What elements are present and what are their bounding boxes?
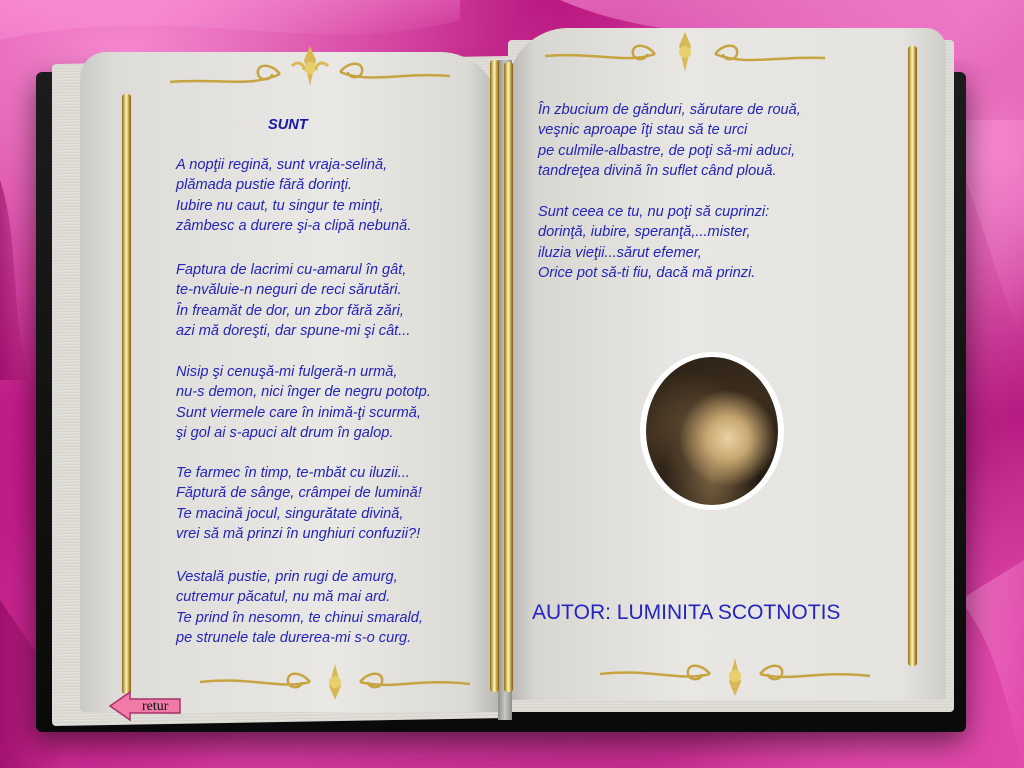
- stanza-3: Nisip şi cenuşă-mi fulgeră-n urmă, nu-s demon, nici înger de negru pototp. Sunt viermele care în inimă-ţi scurmă, şi gol ai s-apuci alt drum în galop.: [176, 364, 431, 442]
- stanza-2: Faptura de lacrimi cu-amarul în gât, te-nvăluie-n neguri de reci sărutări. În freamăt de dor, un zbor fără zări, azi mă doreşti, dar spune-mi şi cât...: [176, 262, 411, 340]
- author-label: AUTOR: LUMINITA SCOTNOTIS: [532, 601, 841, 624]
- ornament-bottom-left: [190, 660, 480, 710]
- gold-bar-left-inner: [490, 60, 499, 692]
- stanza-5: Vestală pustie, prin rugi de amurg, cutremur păcatul, nu mă mai ard. Te prind în nesomn, te chinui smarald, pe strunele tale durerea-mi s-o curg.: [176, 569, 423, 647]
- stanza-1: A nopţii regină, sunt vraja-selină, plămada pustie fără dorinţi. Iubire nu caut, tu singur te minţi, zâmbesc a durere şi-a clipă nebună.: [176, 157, 412, 235]
- stanza-6: În zbucium de gănduri, sărutare de rouă, veşnic aproape îţi stau să te urci pe culmile-albastre, de poţi să-mi aduci, tandreţea divină în suflet când plouă.: [538, 102, 801, 180]
- gold-bar-right-outer: [908, 46, 917, 666]
- poem-title: SUNT: [268, 117, 308, 133]
- stanza-7: Sunt ceea ce tu, nu poţi să cuprinzi: dorinţă, iubire, speranţă,...mister, iluzia vieţii...sărut efemer, Orice pot să-ti fiu, dacă mă prinzi.: [538, 204, 770, 282]
- gold-bar-left-outer: [122, 94, 131, 694]
- gold-bar-right-inner: [504, 62, 513, 692]
- ornament-top-right: [535, 28, 835, 88]
- author-portrait: [640, 352, 784, 510]
- portrait-photo: [646, 357, 778, 505]
- return-button[interactable]: retur: [142, 699, 169, 714]
- ornament-top-left: [160, 38, 460, 98]
- stanza-4: Te farmec în timp, te-mbăt cu iluzii... Făptură de sânge, crâmpei de lumină! Te macină jocul, singurătate divină, vrei să mă prinzi în unghiuri confuzii?!: [176, 465, 422, 543]
- ornament-bottom-right: [590, 652, 880, 702]
